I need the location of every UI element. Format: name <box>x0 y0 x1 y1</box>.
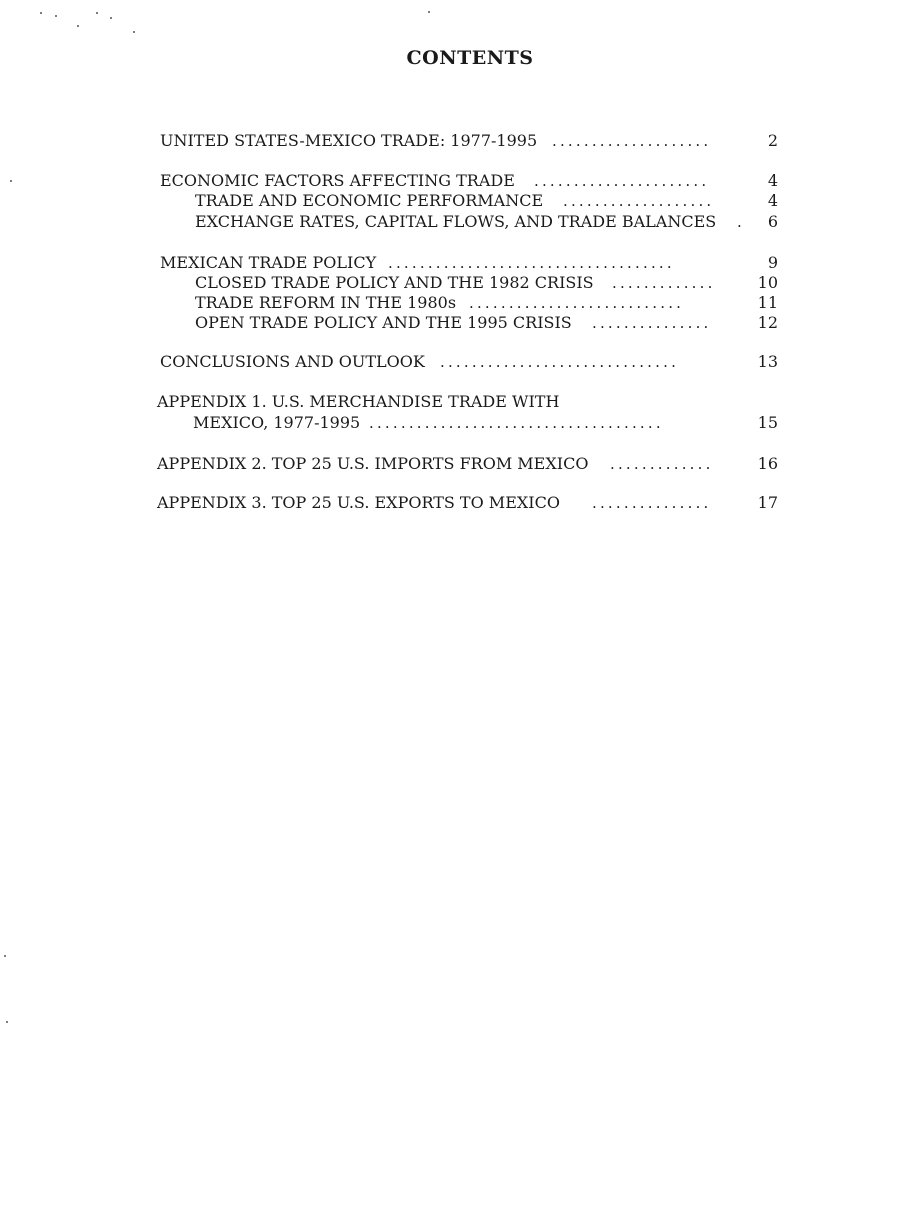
dot-leader: .................... <box>552 132 712 150</box>
dot-leader: ...................... <box>534 172 710 190</box>
toc-entry-label: CONCLUSIONS AND OUTLOOK <box>160 352 425 371</box>
toc-entry <box>160 130 780 152</box>
scan-speck <box>55 15 57 17</box>
toc-entry-label: MEXICAN TRADE POLICY <box>160 253 377 272</box>
toc-entry-page: 9 <box>767 253 778 272</box>
dot-leader: ..................................... <box>369 414 664 432</box>
toc-entry-label: UNITED STATES-MEXICO TRADE: 1977-1995 <box>160 131 538 150</box>
page-title: CONTENTS <box>406 47 534 69</box>
toc-entry-label-line1: APPENDIX 1. U.S. MERCHANDISE TRADE WITH <box>157 392 560 411</box>
toc-entry-label-line2: MEXICO, 1977-1995 <box>193 413 361 432</box>
toc-subentry <box>195 190 780 212</box>
toc-entry-label: APPENDIX 3. TOP 25 U.S. EXPORTS TO MEXICO <box>157 493 560 512</box>
toc-entry-page: 4 <box>767 191 778 210</box>
scan-speck <box>428 11 430 13</box>
scan-speck <box>6 1021 8 1023</box>
dot-leader: ............... <box>592 494 712 512</box>
toc-subentry <box>195 272 780 294</box>
toc-entry-page: 2 <box>767 131 778 150</box>
dot-leader: ............... <box>592 314 712 332</box>
dot-leader: .................................... <box>388 254 675 272</box>
scan-speck <box>40 12 42 14</box>
scan-speck <box>77 25 79 27</box>
toc-entry <box>160 170 780 192</box>
toc-entry-page: 13 <box>757 352 778 371</box>
toc-entry-page: 10 <box>757 273 778 292</box>
toc-subentry <box>195 312 780 334</box>
toc-entry-label: CLOSED TRADE POLICY AND THE 1982 CRISIS <box>195 273 594 292</box>
scan-speck <box>133 31 135 33</box>
scan-speck <box>96 12 98 14</box>
toc-entry-page: 15 <box>757 413 778 432</box>
toc-entry-page: 6 <box>767 212 778 231</box>
toc-entry <box>157 453 780 475</box>
toc-subentry <box>195 211 780 233</box>
toc-entry-page: 4 <box>767 171 778 190</box>
toc-entry <box>193 412 780 434</box>
scan-speck <box>110 17 112 19</box>
dot-leader: . <box>737 213 745 231</box>
toc-entry-label: APPENDIX 2. TOP 25 U.S. IMPORTS FROM MEXICO <box>157 454 589 473</box>
toc-entry-page: 12 <box>757 313 778 332</box>
dot-leader: ............. <box>612 274 716 292</box>
toc-entry-label: OPEN TRADE POLICY AND THE 1995 CRISIS <box>195 313 572 332</box>
toc-entry-label: EXCHANGE RATES, CAPITAL FLOWS, AND TRADE BALANCES <box>195 212 717 231</box>
toc-entry <box>160 252 780 274</box>
toc-entry-label: TRADE REFORM IN THE 1980s <box>195 293 457 312</box>
dot-leader: ........................... <box>469 294 685 312</box>
toc-entry-page: 11 <box>757 293 778 312</box>
toc-entry-label: ECONOMIC FACTORS AFFECTING TRADE <box>160 171 515 190</box>
toc-entry <box>160 351 780 373</box>
toc-entry-label: TRADE AND ECONOMIC PERFORMANCE <box>195 191 544 210</box>
toc-subentry <box>195 292 780 314</box>
scan-speck <box>4 955 6 957</box>
dot-leader: ................... <box>563 192 715 210</box>
dot-leader: ............. <box>610 455 714 473</box>
scan-speck <box>10 180 12 182</box>
dot-leader: .............................. <box>440 353 680 371</box>
toc-entry-page: 17 <box>757 493 778 512</box>
toc-entry-page: 16 <box>757 454 778 473</box>
toc-entry <box>157 492 780 514</box>
